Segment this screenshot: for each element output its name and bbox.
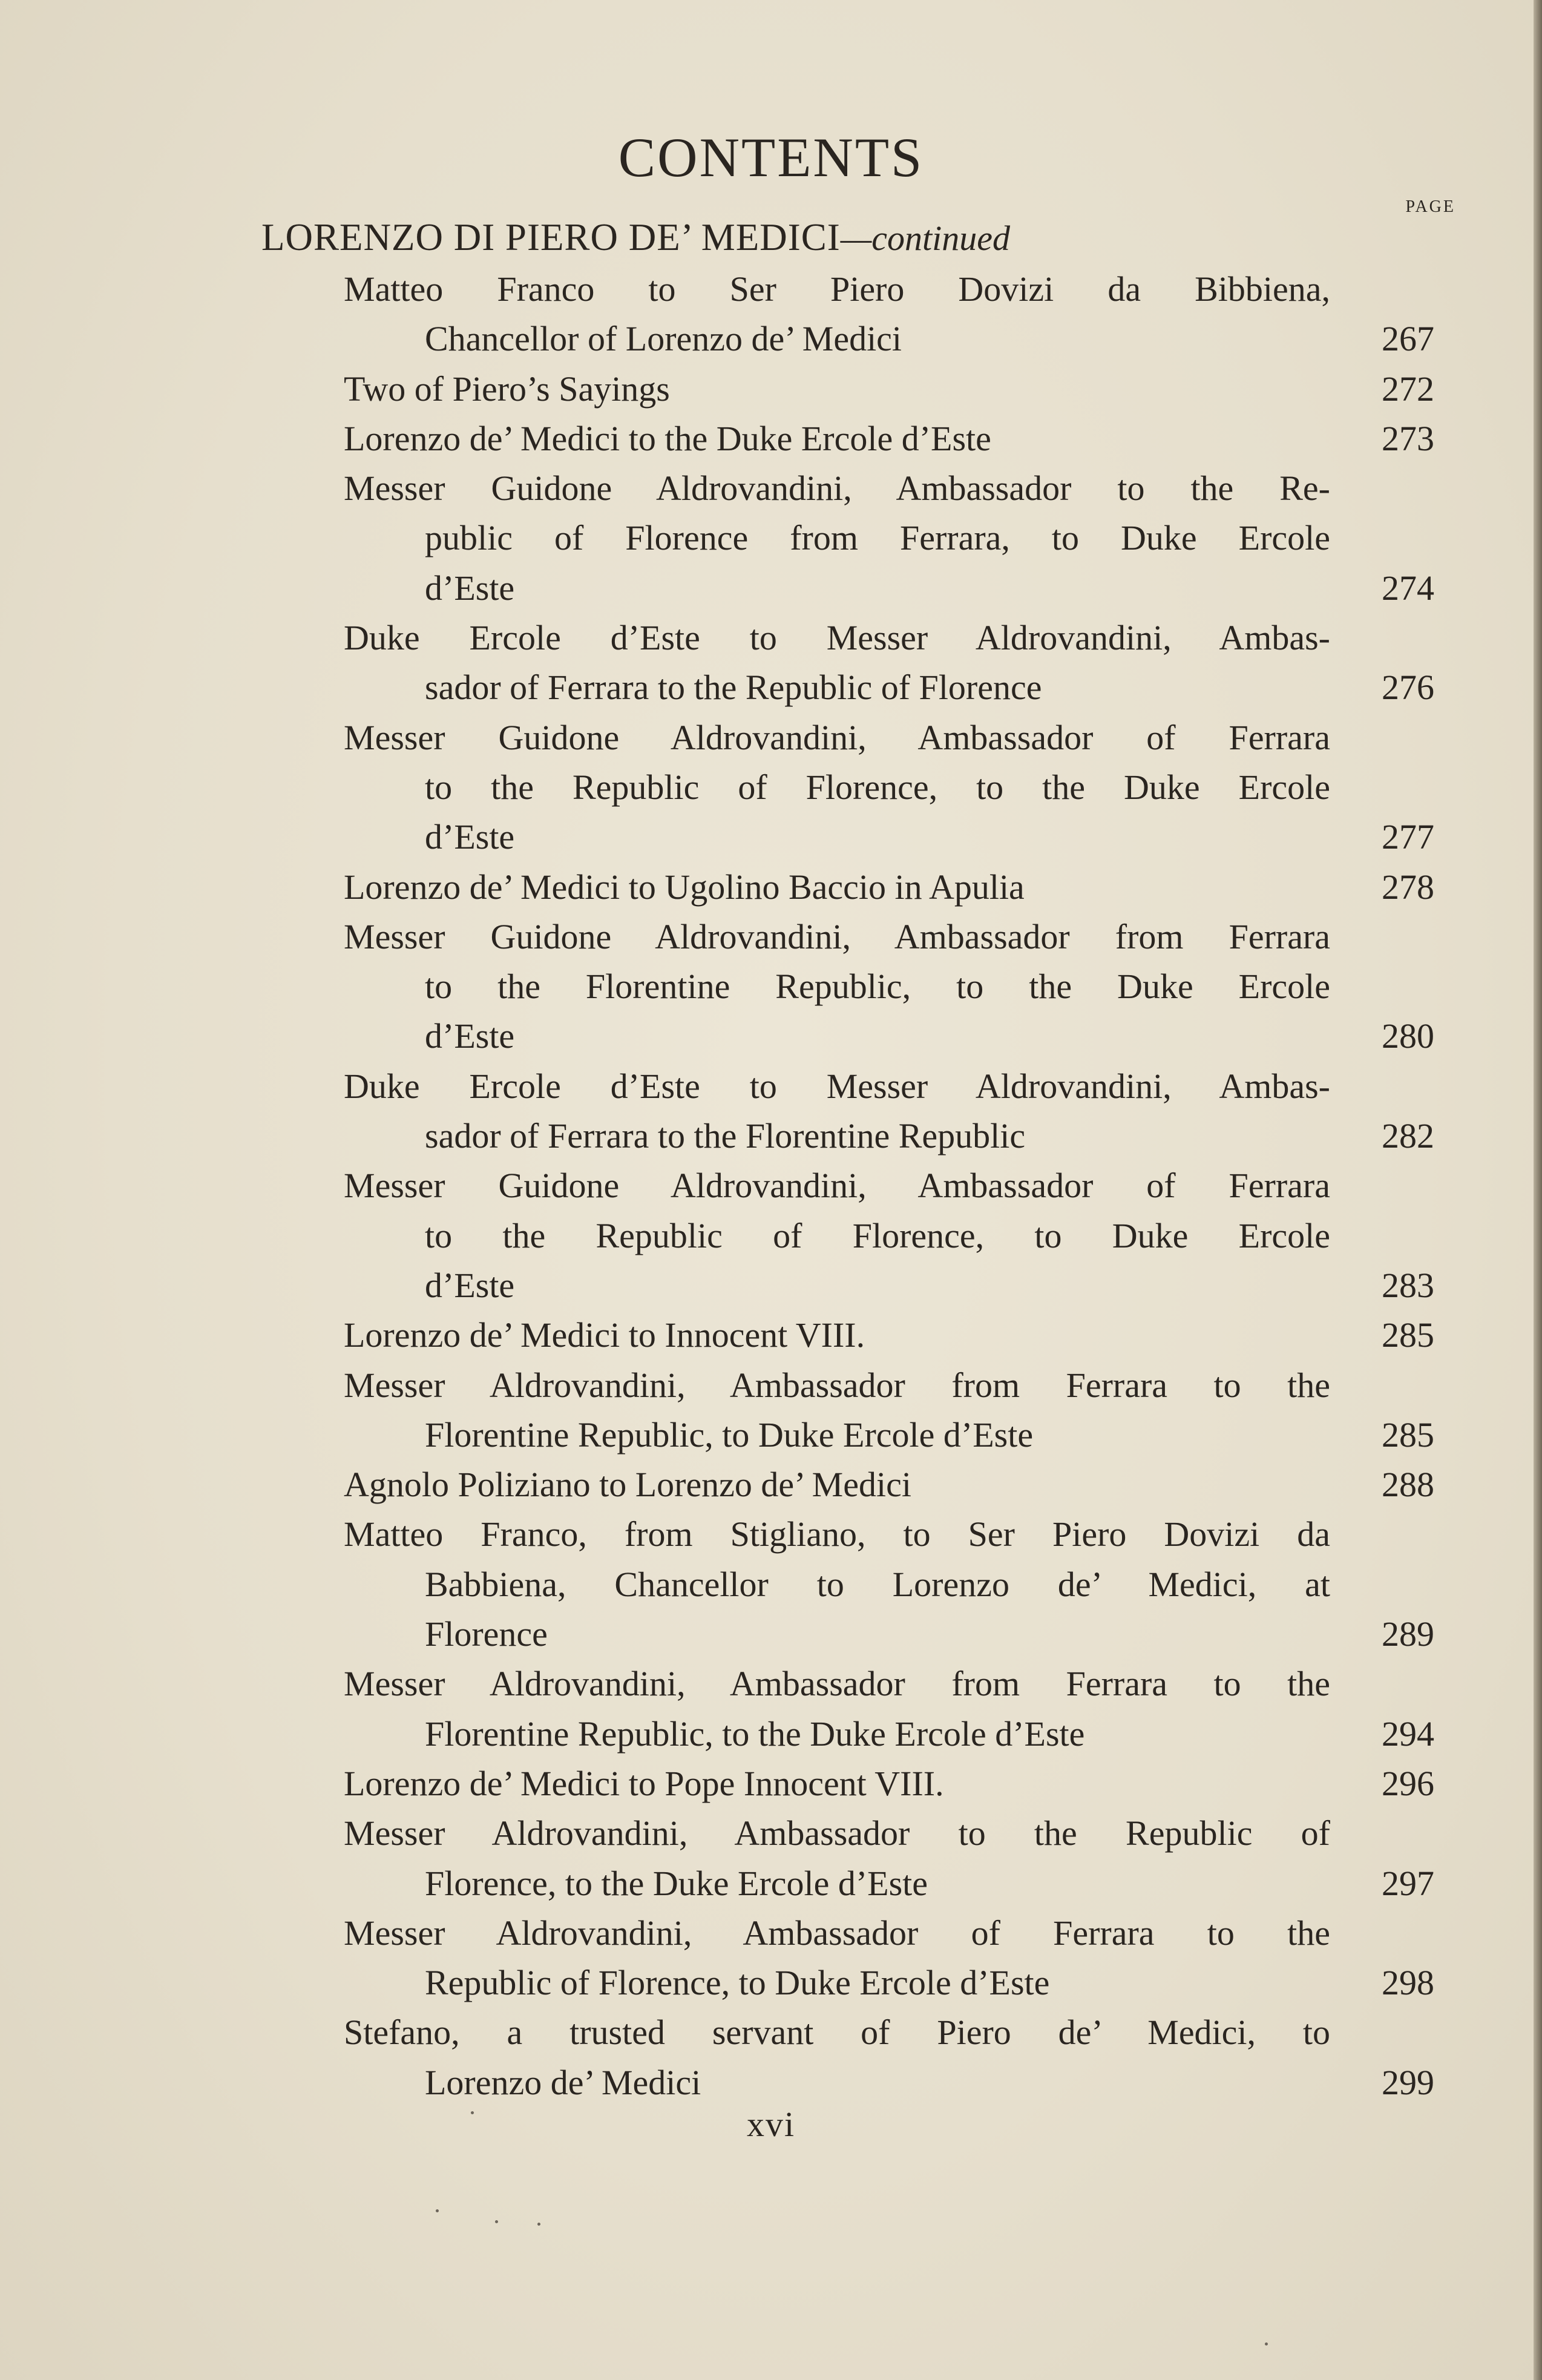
contents-entry xyxy=(0,613,1542,713)
entry-title-text: Lorenzo de’ Medici to the Duke Ercole d’Este xyxy=(344,418,991,458)
entry-title-text: Lorenzo de’ Medici xyxy=(425,2062,701,2102)
contents-entry xyxy=(0,863,1542,912)
entry-page-number: 282 xyxy=(1382,1116,1434,1156)
entry-page-number: 296 xyxy=(1382,1763,1434,1803)
entry-title-text: Messer Guidone Aldrovandini, Ambassador from Ferrara xyxy=(344,916,1330,956)
entry-page-number: 298 xyxy=(1382,1963,1434,2003)
entry-line xyxy=(0,1361,1542,1410)
entry-title-text: Messer Aldrovandini, Ambassador to the Republic of xyxy=(344,1813,1330,1853)
entry-line xyxy=(0,663,1542,712)
entry-title-text: Duke Ercole d’Este to Messer Aldrovandini, Ambas- xyxy=(344,1066,1330,1106)
section-continued: —continued xyxy=(840,219,1011,258)
entry-title-text: Messer Guidone Aldrovandini, Ambassador of Ferrara xyxy=(344,717,1330,757)
entry-page-number: 285 xyxy=(1382,1415,1434,1455)
entry-line xyxy=(0,763,1542,812)
entry-line xyxy=(0,1659,1542,1709)
entry-line xyxy=(0,1062,1542,1111)
entry-title-text: d’Este xyxy=(425,568,515,608)
entry-title-text: Messer Guidone Aldrovandini, Ambassador of Ferrara xyxy=(344,1166,1330,1206)
entry-line xyxy=(0,314,1542,364)
entry-page-number: 288 xyxy=(1382,1465,1434,1505)
entry-line xyxy=(0,464,1542,513)
entry-title-text: Messer Aldrovandini, Ambassador from Ferrara to the xyxy=(344,1365,1330,1405)
paper-speck xyxy=(537,2223,540,2226)
entry-line xyxy=(0,613,1542,663)
entry-line xyxy=(0,414,1542,464)
entry-page-number: 299 xyxy=(1382,2062,1434,2102)
entry-title-text: public of Florence from Ferrara, to Duke Ercole xyxy=(425,518,1330,558)
page-title: CONTENTS xyxy=(618,127,924,188)
section-name: LORENZO DI PIERO DE’ MEDICI xyxy=(261,216,841,258)
entry-title-text: Duke Ercole d’Este to Messer Aldrovandini, Ambas- xyxy=(344,618,1330,658)
contents-entry xyxy=(0,1659,1542,1759)
entry-page-number: 283 xyxy=(1382,1265,1434,1305)
entry-title-text: Florence, to the Duke Ercole d’Este xyxy=(425,1863,928,1903)
entry-line xyxy=(0,1410,1542,1460)
entry-title-text: Matteo Franco, from Stigliano, to Ser Piero Dovizi da xyxy=(344,1514,1330,1554)
entry-line xyxy=(0,513,1542,563)
entry-line xyxy=(0,564,1542,613)
entry-page-number: 294 xyxy=(1382,1714,1434,1754)
entry-page-number: 273 xyxy=(1382,418,1434,458)
contents-entry xyxy=(0,1809,1542,1908)
contents-entry xyxy=(0,414,1542,464)
entry-line xyxy=(0,1111,1542,1161)
contents-entry xyxy=(0,364,1542,414)
entry-title-text: sador of Ferrara to the Republic of Florence xyxy=(425,668,1042,708)
section-heading xyxy=(261,213,1010,263)
entry-page-number: 278 xyxy=(1382,867,1434,907)
contents-entry xyxy=(0,1908,1542,2008)
entry-line xyxy=(0,1609,1542,1659)
entry-title-text: Lorenzo de’ Medici to Ugolino Baccio in Apulia xyxy=(344,867,1025,907)
entry-title-text: sador of Ferrara to the Florentine Republic xyxy=(425,1116,1026,1156)
entry-title-text: Agnolo Poliziano to Lorenzo de’ Medici xyxy=(344,1465,911,1505)
entry-title-text: Stefano, a trusted servant of Piero de’ Medici, to xyxy=(344,2013,1330,2053)
entry-page-number: 272 xyxy=(1382,369,1434,409)
entry-title-text: Lorenzo de’ Medici to Pope Innocent VIII. xyxy=(344,1763,944,1803)
page-folio: xvi xyxy=(746,2105,796,2144)
entry-line xyxy=(0,1709,1542,1759)
entry-line xyxy=(0,912,1542,962)
entry-line xyxy=(0,1310,1542,1360)
entry-line xyxy=(0,713,1542,763)
contents-list xyxy=(0,265,1542,2108)
contents-entry xyxy=(0,713,1542,863)
entry-page-number: 276 xyxy=(1382,668,1434,708)
contents-entry xyxy=(0,1310,1542,1360)
paper-speck xyxy=(495,2220,498,2223)
entry-title-text: Florentine Republic, to Duke Ercole d’Este xyxy=(425,1415,1034,1455)
contents-entry xyxy=(0,1062,1542,1162)
contents-entry xyxy=(0,1460,1542,1510)
entry-line xyxy=(0,1759,1542,1809)
entry-title-text: d’Este xyxy=(425,1016,515,1056)
entry-page-number: 280 xyxy=(1382,1016,1434,1056)
contents-entry xyxy=(0,1510,1542,1659)
entry-line xyxy=(0,1011,1542,1061)
entry-title-text: Two of Piero’s Sayings xyxy=(344,369,670,409)
contents-entry xyxy=(0,1161,1542,1310)
entry-line xyxy=(0,1211,1542,1261)
entry-title-text: to the Republic of Florence, to Duke Ercole xyxy=(425,1215,1330,1255)
page-column-header: PAGE xyxy=(1405,197,1455,216)
entry-line xyxy=(0,1809,1542,1858)
entry-title-text: Florence xyxy=(425,1614,548,1654)
entry-line xyxy=(0,2008,1542,2057)
entry-title-text: Lorenzo de’ Medici to Innocent VIII. xyxy=(344,1315,865,1355)
entry-line xyxy=(0,812,1542,862)
entry-title-text: Florentine Republic, to the Duke Ercole d’Este xyxy=(425,1714,1085,1754)
entry-title-text: Chancellor of Lorenzo de’ Medici xyxy=(425,319,902,359)
entry-title-text: Babbiena, Chancellor to Lorenzo de’ Medici, at xyxy=(425,1564,1330,1604)
entry-page-number: 285 xyxy=(1382,1315,1434,1355)
entry-title-text: to the Florentine Republic, to the Duke Ercole xyxy=(425,967,1330,1007)
entry-title-text: Messer Guidone Aldrovandini, Ambassador to the Re- xyxy=(344,468,1330,508)
contents-entry xyxy=(0,265,1542,364)
entry-line xyxy=(0,1261,1542,1310)
entry-line xyxy=(0,1510,1542,1559)
contents-entry xyxy=(0,1759,1542,1809)
paper-speck xyxy=(436,2209,439,2212)
entry-line xyxy=(0,1859,1542,1908)
entry-title-text: Republic of Florence, to Duke Ercole d’Este xyxy=(425,1963,1050,2003)
entry-page-number: 277 xyxy=(1382,817,1434,857)
entry-line xyxy=(0,1908,1542,1958)
entry-line xyxy=(0,364,1542,414)
paper-speck xyxy=(471,2111,474,2114)
entry-page-number: 289 xyxy=(1382,1614,1434,1654)
entry-line xyxy=(0,1460,1542,1510)
entry-title-text: Messer Aldrovandini, Ambassador of Ferrara to the xyxy=(344,1913,1330,1953)
entry-line xyxy=(0,265,1542,314)
entry-line xyxy=(0,863,1542,912)
entry-title-text: to the Republic of Florence, to the Duke Ercole xyxy=(425,767,1330,807)
entry-title-text: Messer Aldrovandini, Ambassador from Ferrara to the xyxy=(344,1664,1330,1704)
entry-title-text: Matteo Franco to Ser Piero Dovizi da Bibbiena, xyxy=(344,269,1330,309)
entry-line xyxy=(0,962,1542,1011)
contents-entry xyxy=(0,2008,1542,2108)
contents-entry xyxy=(0,912,1542,1062)
entry-page-number: 274 xyxy=(1382,568,1434,608)
contents-entry xyxy=(0,464,1542,613)
entry-title-text: d’Este xyxy=(425,1265,515,1305)
entry-page-number: 267 xyxy=(1382,319,1434,359)
entry-line xyxy=(0,1958,1542,2008)
entry-title-text: d’Este xyxy=(425,817,515,857)
paper-speck xyxy=(1265,2342,1268,2345)
contents-entry xyxy=(0,1361,1542,1461)
entry-line xyxy=(0,1560,1542,1609)
entry-page-number: 297 xyxy=(1382,1863,1434,1903)
entry-line xyxy=(0,1161,1542,1211)
